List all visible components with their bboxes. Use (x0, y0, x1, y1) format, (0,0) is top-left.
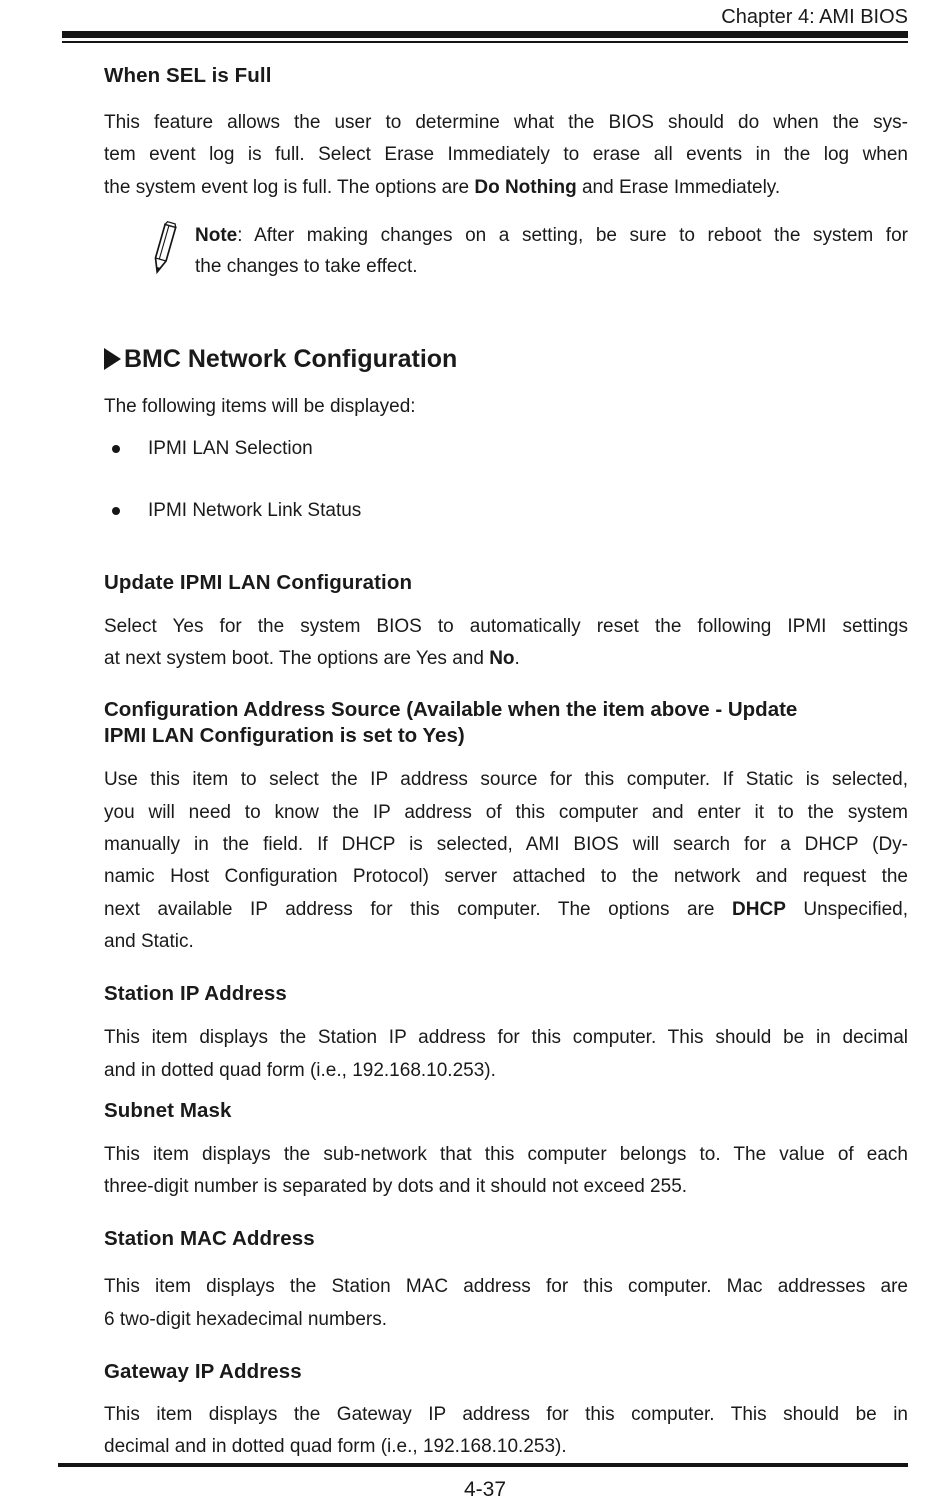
heading-configuration-address-source (104, 697, 908, 748)
heading-bmc-label: BMC Network Configuration (124, 344, 458, 373)
bmc-intro-text: The following items will be displayed: (104, 395, 416, 417)
right-triangle-icon (104, 348, 121, 370)
heading-bmc-network-configuration (104, 345, 908, 374)
pencil-icon (146, 267, 182, 284)
page-number: 4-37 (463, 1478, 507, 1501)
paragraph-configuration-address-source (104, 764, 908, 958)
heading-gateway-ip-address: Gateway IP Address (104, 1360, 302, 1384)
heading-station-mac-address: Station MAC Address (104, 1227, 315, 1251)
text-line: manually in the field. If DHCP is selected, AMI BIOS will search for a DHCP (Dy- (104, 834, 908, 856)
text-line: 6 two-digit hexadecimal numbers. (104, 1308, 388, 1330)
paragraph-gateway-ip-address (104, 1399, 908, 1464)
note-icon-wrap (104, 220, 195, 285)
chapter-header: Chapter 4: AMI BIOS (721, 6, 908, 28)
paragraph-when-sel-is-full (104, 107, 908, 204)
text-line: This item displays the Station IP address for this computer. This should be in decimal (104, 1027, 908, 1049)
text-line: decimal and in dotted quad form (i.e., 192.168.10.253). (104, 1436, 567, 1458)
bullet-label: IPMI Network Link Status (148, 499, 362, 521)
text-line: This feature allows the user to determine what the BIOS should do when the sys- (104, 112, 908, 133)
paragraph-station-ip-address (104, 1022, 908, 1087)
text-line: This item displays the sub-network that this computer belongs to. The value of each (104, 1143, 908, 1165)
bmc-bullet-list (104, 433, 908, 527)
heading-station-ip-address: Station IP Address (104, 982, 287, 1006)
bullet-dot-icon (112, 445, 120, 453)
paragraph-update-ipmi-lan (104, 611, 908, 676)
heading-line: IPMI LAN Configuration is set to Yes) (104, 723, 465, 747)
text-line: tem event log is full. Select Erase Immediately to erase all events in the log when (104, 144, 908, 166)
text-line: the changes to take effect. (195, 256, 418, 278)
list-item (104, 495, 908, 527)
heading-line: Configuration Address Source (Available when the item above - Update (104, 698, 798, 722)
text-line: Use this item to select the IP address source for this computer. If Static is selected, (104, 769, 908, 791)
heading-subnet-mask: Subnet Mask (104, 1098, 232, 1122)
text-line: next available IP address for this computer. The options are DHCP Unspecified, (104, 898, 908, 920)
text-line: This item displays the Gateway IP address for this computer. This should be in (104, 1404, 908, 1426)
page-content (104, 0, 908, 1464)
text-line: the system event log is full. The options are Do Nothing and Erase Immediately. (104, 176, 781, 198)
paragraph-station-mac-address (104, 1271, 908, 1336)
bullet-label: IPMI LAN Selection (148, 437, 313, 459)
text-line: and in dotted quad form (i.e., 192.168.10.253). (104, 1059, 496, 1081)
note-text (195, 220, 908, 285)
text-line: three-digit number is separated by dots and it should not exceed 255. (104, 1176, 688, 1198)
text-line: at next system boot. The options are Yes and No. (104, 648, 520, 670)
bullet-dot-icon (112, 507, 120, 515)
text-line: namic Host Configuration Protocol) server attached to the network and request the (104, 866, 908, 888)
note-block (104, 220, 908, 285)
heading-update-ipmi-lan: Update IPMI LAN Configuration (104, 570, 413, 594)
list-item (104, 433, 908, 465)
text-line: and Static. (104, 930, 194, 952)
text-line: you will need to know the IP address of this computer and enter it to the system (104, 801, 908, 823)
heading-when-sel-is-full: When SEL is Full (104, 64, 272, 87)
text-line: Select Yes for the system BIOS to automatically reset the following IPMI settings (104, 615, 908, 637)
text-line: This item displays the Station MAC address for this computer. Mac addresses are (104, 1276, 908, 1298)
text-line: Note: After making changes on a setting, be sure to reboot the system for (195, 224, 908, 246)
footer-rule (58, 1463, 908, 1467)
paragraph-subnet-mask (104, 1139, 908, 1204)
